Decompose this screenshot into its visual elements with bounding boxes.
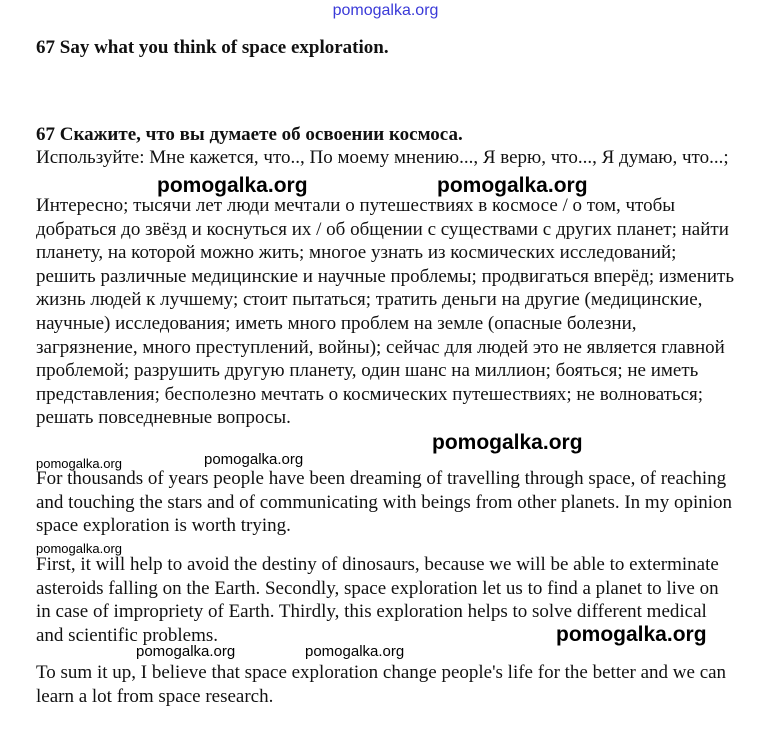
watermark: pomogalka.org	[556, 623, 707, 646]
watermark: pomogalka.org	[437, 174, 588, 197]
answer-paragraph-intro: For thousands of years people have been dreaming of travelling through space, of reaching and touching the stars and of communicating with beings from other planets. In my opinion space exploration is worth trying.	[36, 468, 733, 537]
watermark: pomogalka.org	[432, 431, 583, 454]
exercise-title-ru: 67 Скажите, что вы думаете об освоении космоса.	[36, 124, 463, 145]
answer-paragraph-conclusion: To sum it up, I believe that space exploration change people's life for the better and we can learn a lot from space research.	[36, 662, 727, 707]
watermark: pomogalka.org	[157, 174, 308, 197]
watermark: pomogalka.org	[36, 456, 122, 471]
exercise-title-en: 67 Say what you think of space exploration.	[36, 37, 389, 58]
watermark-top: pomogalka.org	[332, 2, 439, 19]
answer-paragraph-arguments: First, it will help to avoid the destiny of dinosaurs, because we will be able to exterminate asteroids falling on the Earth. Secondly, space exploration let us to find a planet to live on in case of impropriety of Earth. Thirdly, this exploration helps to solve different medical and scientific problems.	[36, 554, 719, 646]
watermark: pomogalka.org	[204, 451, 304, 468]
watermark: pomogalka.org	[36, 541, 122, 556]
watermark: pomogalka.org	[305, 643, 405, 660]
vocabulary-paragraph: Интересно; тысячи лет люди мечтали о путешествиях в космосе / о том, чтобы добраться до звёзд и коснуться их / об общении с существами с других планет; найти планету, на которой можно жить; многое узнать из космических исследований; решить различные медицинские и научные проблемы; продвигаться вперёд; изменить жизнь людей к лучшему; стоит пытаться; тратить деньги на другие (медицинские, научные) исследования; иметь много проблем на земле (опасные болезни, загрязнение, много преступлений, войны); сейчас для людей это не является главной проблемой; разрушить другую планету, один шанс на миллион; бояться; не иметь представления; бесполезно мечтать о космических путешествиях; не волноваться; решать повседневные вопросы.	[36, 195, 735, 429]
watermark: pomogalka.org	[136, 643, 236, 660]
useful-phrases-paragraph: Используйте: Мне кажется, что.., По моему мнению..., Я верю, что..., Я думаю, что...;	[36, 147, 729, 168]
